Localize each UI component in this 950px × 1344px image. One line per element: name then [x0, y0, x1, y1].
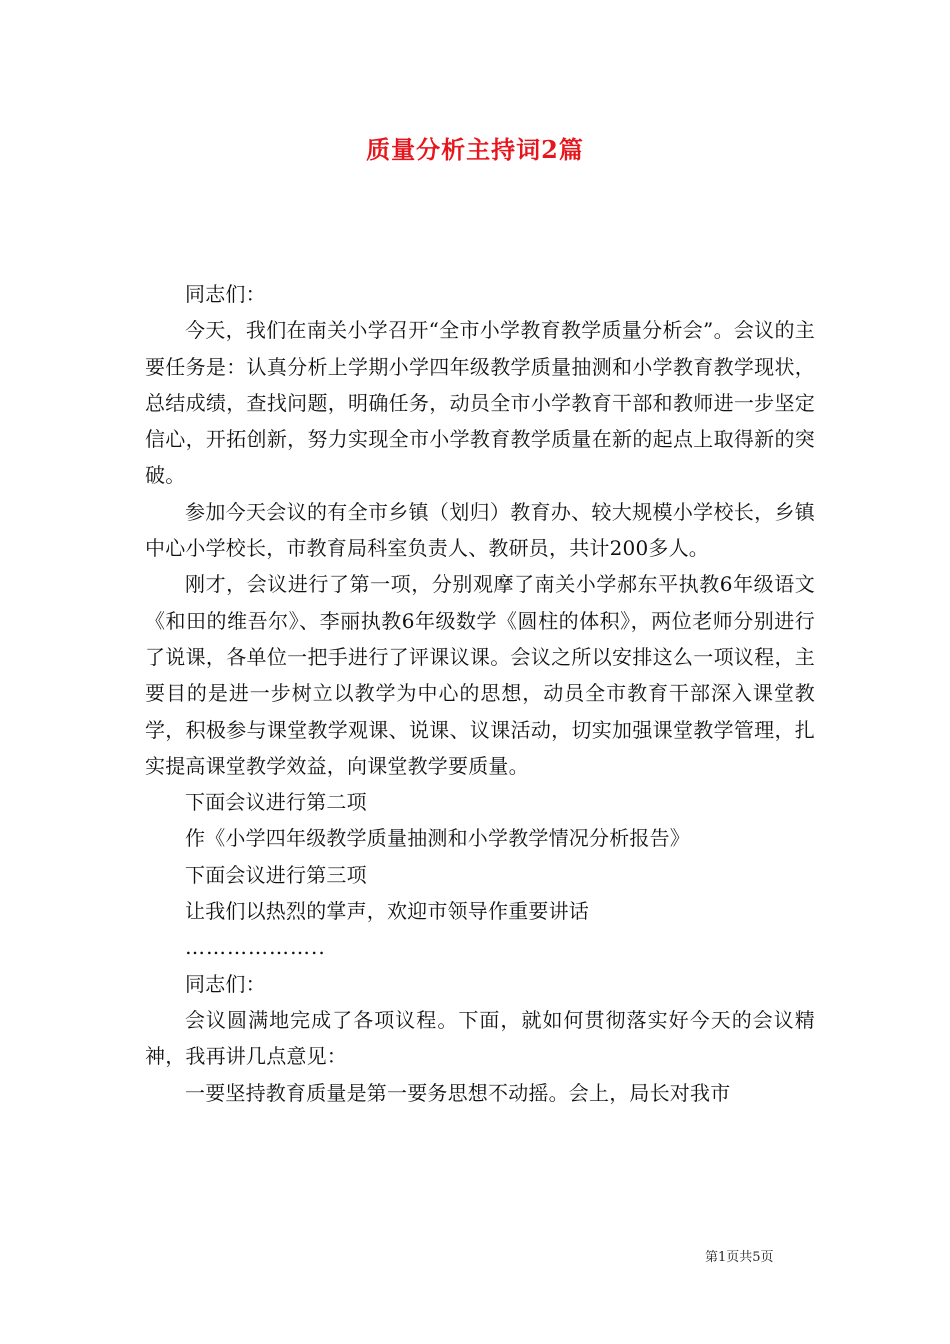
paragraph-second-item: 下面会议进行第二项 [185, 790, 367, 815]
paragraph-summary: 会议圆满地完成了各项议程。下面，就如何贯彻落实好今天的会议精神，我再讲几点意见： [145, 1007, 815, 1069]
paragraph-attendees: 参加今天会议的有全市乡镇（划归）教育办、较大规模小学校长，乡镇中心小学校长，市教育局科室负责人、教研员，共计200多人。 [145, 499, 815, 561]
page-number: 第1页共5页 [705, 1250, 774, 1265]
paragraph-welcome: 让我们以热烈的掌声，欢迎市领导作重要讲话 [185, 899, 589, 924]
salutation-second: 同志们： [185, 971, 266, 996]
document-body [145, 276, 815, 1111]
ellipsis-line: ……………….. [185, 935, 326, 960]
paragraph-point-one: 一要坚持教育质量是第一要务思想不动摇。会上，局长对我市 [185, 1080, 731, 1105]
salutation: 同志们： [185, 282, 266, 306]
paragraph-intro: 今天，我们在南关小学召开“全市小学教育教学质量分析会”。会议的主要任务是：认真分析上学期小学四年级教学质量抽测和小学教育教学现状，总结成绩，查找问题，明确任务，动员全市小学教育干部和教师进一步坚定信心，开拓创新，努力实现全市小学教育教学质量在新的起点上取得新的突破。 [145, 318, 815, 488]
document-title: 质量分析主持词2篇 [366, 135, 584, 164]
paragraph-report: 作《小学四年级教学质量抽测和小学教学情况分析报告》 [185, 826, 690, 851]
paragraph-third-item: 下面会议进行第三项 [185, 862, 367, 887]
paragraph-first-item: 刚才，会议进行了第一项，分别观摩了南关小学郝东平执教6年级语文《和田的维吾尔》、李丽执教6年级数学《圆柱的体积》，两位老师分别进行了说课，各单位一把手进行了评课议课。会议之所以安排这么一项议程，主要目的是进一步树立以教学为中心的思想，动员全市教育干部深入课堂教学，积极参与课堂教学观课、说课、议课活动，切实加强课堂教学管理，扎实提高课堂教学效益，向课堂教学要质量。 [145, 572, 815, 778]
